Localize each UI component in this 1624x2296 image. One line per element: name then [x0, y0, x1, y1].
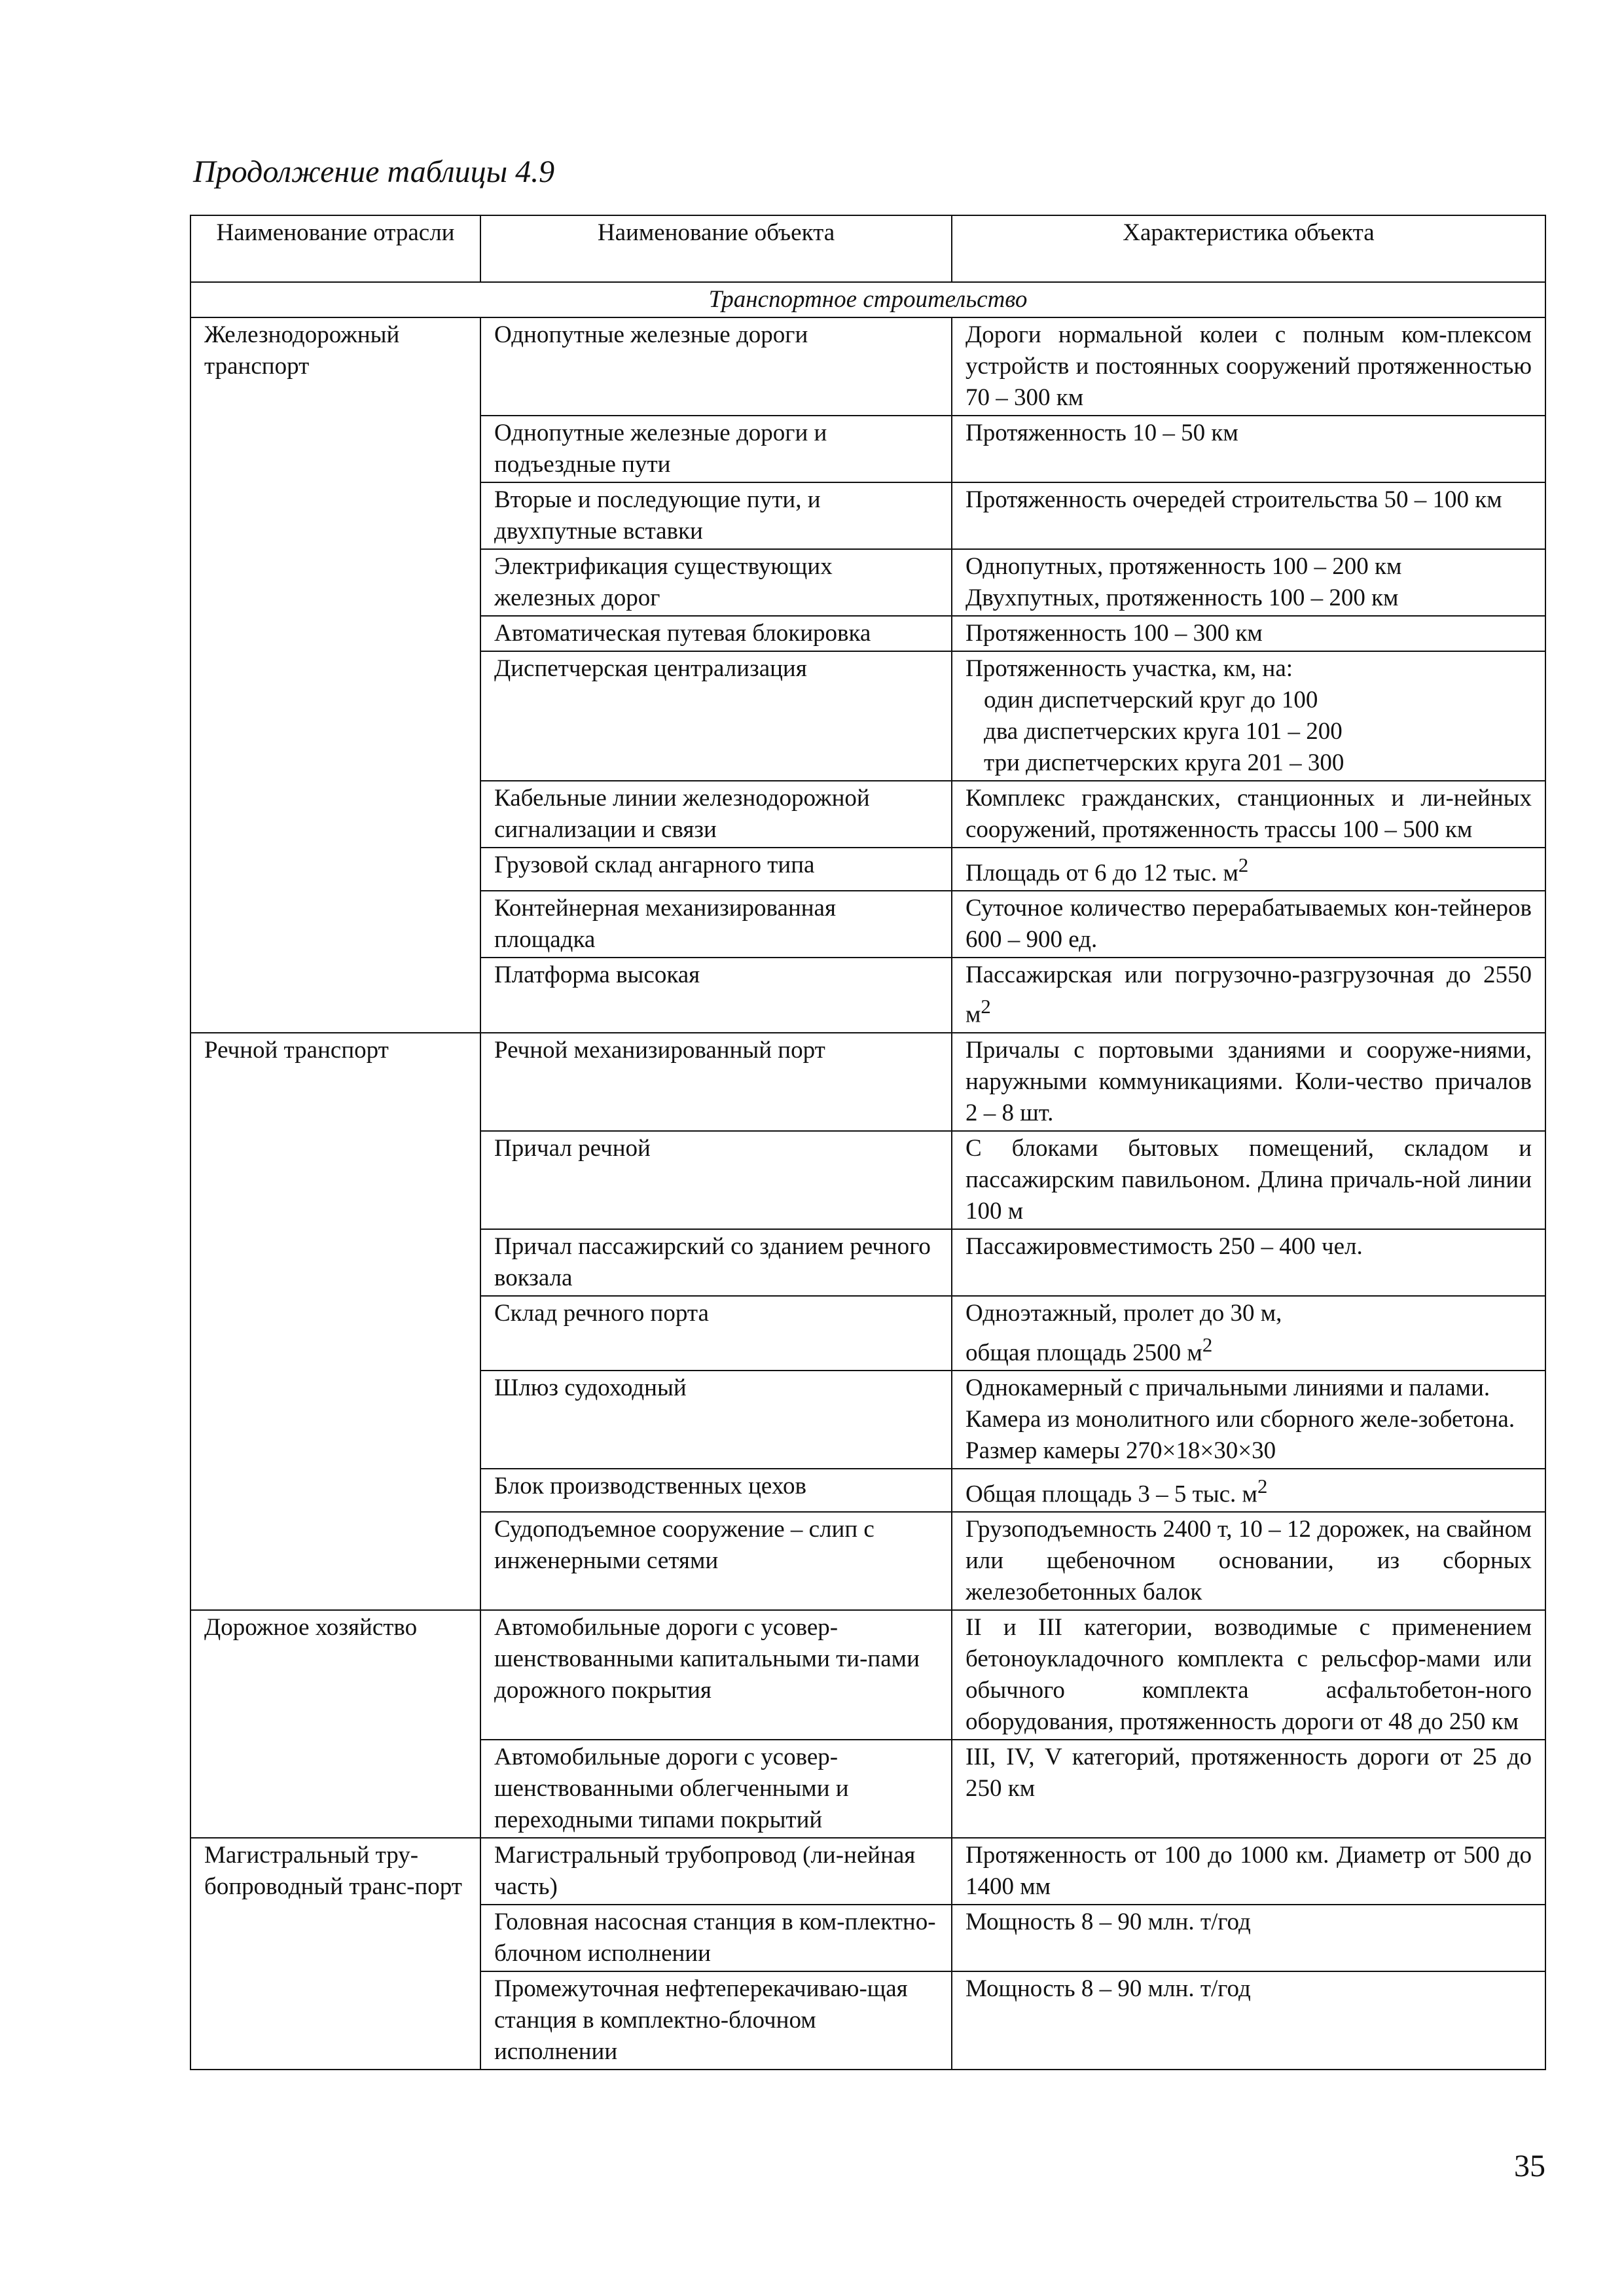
- characteristic-cell: [952, 1371, 1545, 1469]
- characteristic-cell: [952, 549, 1545, 616]
- object-cell: Однопутные железные дороги и подъездные пути: [480, 416, 952, 482]
- objects-table: [190, 215, 1546, 2070]
- object-cell: Судоподъемное сооружение – слип с инженерными сетями: [480, 1512, 952, 1610]
- object-cell: Автомобильные дороги с усовер-шенствованными капитальными ти-пами дорожного покрытия: [480, 1610, 952, 1740]
- characteristic-cell: [952, 781, 1545, 848]
- characteristic-line: Протяженность очередей строительства 50 – 100 км: [965, 486, 1502, 513]
- characteristic-cell: [952, 1296, 1545, 1371]
- characteristic-line: II и III категории, возводимые с применением бетоноукладочного комплекта с рельсфор-мами или обычного комплекта асфальтобетон-ного оборудования, протяженность дороги от 48 до 250 км: [965, 1614, 1532, 1736]
- characteristic-cell: [952, 1229, 1545, 1296]
- characteristic-line: Двухпутных, протяженность 100 – 200 км: [965, 584, 1399, 611]
- characteristic-line: Одноэтажный, пролет до 30 м,: [965, 1299, 1282, 1327]
- industry-pipeline: Магистральный тру-бопроводный транс-порт: [190, 1838, 480, 2070]
- characteristic-line: Однопутных, протяженность 100 – 200 км: [965, 553, 1402, 580]
- industry-rail: Железнодорожный транспорт: [190, 317, 480, 1033]
- characteristic-cell: [952, 1740, 1545, 1838]
- characteristic-cell: [952, 616, 1545, 651]
- object-cell: Контейнерная механизированная площадка: [480, 891, 952, 958]
- characteristic-line: Общая площадь 3 – 5 тыс. м: [965, 1480, 1257, 1508]
- characteristic-line: Протяженность участка, км, на:: [965, 655, 1293, 682]
- industry-river: Речной транспорт: [190, 1033, 480, 1611]
- characteristic-line: Однокамерный с причальными линиями и палами.: [965, 1374, 1490, 1401]
- characteristic-line: один диспетчерский круг до 100: [984, 687, 1318, 713]
- characteristic-cell: [952, 1512, 1545, 1610]
- header-object: Наименование объекта: [480, 215, 952, 282]
- superscript: 2: [981, 996, 991, 1018]
- table-row: [190, 1610, 1545, 1740]
- characteristic-cell: [952, 416, 1545, 482]
- characteristic-cell: [952, 1131, 1545, 1229]
- industry-road: Дорожное хозяйство: [190, 1610, 480, 1838]
- characteristic-cell: [952, 958, 1545, 1032]
- characteristic-line: Пассажировместимость 250 – 400 чел.: [965, 1232, 1363, 1260]
- characteristic-cell: [952, 848, 1545, 891]
- characteristic-line: С блоками бытовых помещений, складом и пассажирским павильоном. Длина причаль-ной линии 100 м: [965, 1134, 1532, 1225]
- superscript: 2: [1202, 1333, 1213, 1356]
- characteristic-line: Протяженность от 100 до 1000 км. Диаметр от 500 до 1400 мм: [965, 1842, 1532, 1901]
- object-cell: Грузовой склад ангарного типа: [480, 848, 952, 891]
- characteristic-cell: [952, 482, 1545, 549]
- characteristic-line: Дороги нормальной колеи с полным ком-плексом устройств и постоянных сооружений протяженностью 70 – 300 км: [965, 321, 1532, 411]
- characteristic-line: Площадь от 6 до 12 тыс. м: [965, 859, 1238, 887]
- characteristic-line: Протяженность 10 – 50 км: [965, 420, 1238, 446]
- superscript: 2: [1257, 1475, 1268, 1498]
- characteristic-cell: [952, 651, 1545, 781]
- object-cell: Вторые и последующие пути, и двухпутные вставки: [480, 482, 952, 549]
- characteristic-line: два диспетчерских круга 101 – 200: [984, 718, 1343, 745]
- characteristic-line: Пассажирская или погрузочно-разгрузочная до 2550 м: [965, 961, 1532, 1028]
- object-cell: Электрификация существующих железных дорог: [480, 549, 952, 616]
- characteristic-line: Комплекс гражданских, станционных и ли-нейных сооружений, протяженность трассы 100 – 500 км: [965, 785, 1532, 843]
- section-row: [190, 282, 1545, 317]
- characteristic-line: три диспетчерских круга 201 – 300: [984, 749, 1344, 776]
- characteristic-line: III, IV, V категорий, протяженность дороги от 25 до 250 км: [965, 1744, 1532, 1803]
- characteristic-line: Размер камеры 270×18×30×30: [965, 1437, 1276, 1464]
- object-cell: Речной механизированный порт: [480, 1033, 952, 1131]
- page-number: 35: [1514, 2149, 1545, 2183]
- object-cell: Автомобильные дороги с усовер-шенствованными облегченными и переходными типами покрытий: [480, 1740, 952, 1838]
- characteristic-line: общая площадь 2500 м: [965, 1338, 1202, 1366]
- object-cell: Причал речной: [480, 1131, 952, 1229]
- object-cell: Магистральный трубопровод (ли-нейная часть): [480, 1838, 952, 1905]
- object-cell: Диспетчерская централизация: [480, 651, 952, 781]
- superscript: 2: [1238, 854, 1249, 876]
- table-caption: Продолжение таблицы 4.9: [193, 154, 555, 189]
- object-cell: Шлюз судоходный: [480, 1371, 952, 1469]
- characteristic-line: Причалы с портовыми зданиями и сооруже-ниями, наружными коммуникациями. Коли-чество причалов 2 – 8 шт.: [965, 1036, 1532, 1126]
- characteristic-cell: [952, 1905, 1545, 1971]
- table-row: [190, 1838, 1545, 1905]
- characteristic-cell: [952, 1838, 1545, 1905]
- characteristic-cell: [952, 1469, 1545, 1512]
- object-cell: Блок производственных цехов: [480, 1469, 952, 1512]
- characteristic-line: Грузоподъемность 2400 т, 10 – 12 дорожек, на свайном или щебеночном основании, из сборных железобетонных балок: [965, 1516, 1532, 1606]
- object-cell: Головная насосная станция в ком-плектно-блочном исполнении: [480, 1905, 952, 1971]
- characteristic-line: Мощность 8 – 90 млн. т/год: [965, 1975, 1251, 2003]
- object-cell: Кабельные линии железнодорожной сигнализации и связи: [480, 781, 952, 848]
- characteristic-cell: [952, 1610, 1545, 1740]
- table-row: [190, 317, 1545, 416]
- object-cell: Платформа высокая: [480, 958, 952, 1032]
- characteristic-cell: [952, 1971, 1545, 2070]
- section-title: Транспортное строительство: [190, 282, 1545, 317]
- characteristic-line: Мощность 8 – 90 млн. т/год: [965, 1909, 1251, 1936]
- table-row: [190, 1033, 1545, 1131]
- table-header-row: [190, 215, 1545, 282]
- characteristic-cell: [952, 317, 1545, 416]
- characteristic-line: Протяженность 100 – 300 км: [965, 620, 1263, 647]
- characteristic-line: Камера из монолитного или сборного желе-зобетона.: [965, 1405, 1515, 1433]
- object-cell: Склад речного порта: [480, 1296, 952, 1371]
- header-industry: Наименование отрасли: [190, 215, 480, 282]
- object-cell: Промежуточная нефтеперекачиваю-щая станция в комплектно-блочном исполнении: [480, 1971, 952, 2070]
- characteristic-cell: [952, 1033, 1545, 1131]
- object-cell: Автоматическая путевая блокировка: [480, 616, 952, 651]
- header-characteristic: Характеристика объекта: [952, 215, 1545, 282]
- object-cell: Причал пассажирский со зданием речного вокзала: [480, 1229, 952, 1296]
- characteristic-cell: [952, 891, 1545, 958]
- object-cell: Однопутные железные дороги: [480, 317, 952, 416]
- characteristic-line: Суточное количество перерабатываемых кон-тейнеров 600 – 900 ед.: [965, 895, 1532, 954]
